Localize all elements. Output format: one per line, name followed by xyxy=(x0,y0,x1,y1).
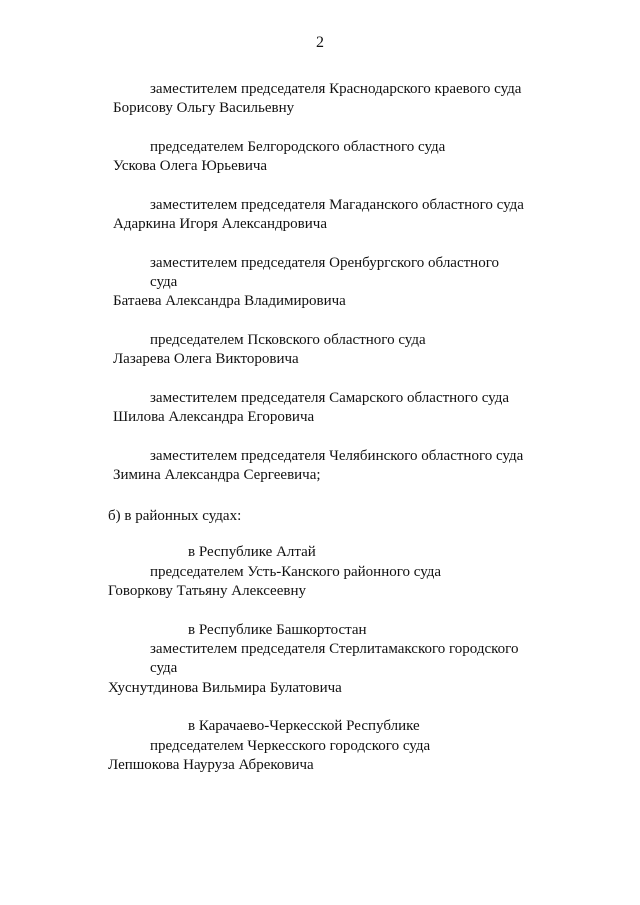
district-2-name: Хуснутдинова Вильмира Булатовича xyxy=(108,680,342,696)
district-2-position: заместителем председателя Стерлитамакского городского xyxy=(150,641,519,657)
district-3-name: Лепшокова Науруза Абрековича xyxy=(108,757,314,773)
entry-3-name: Адаркина Игоря Александровича xyxy=(113,216,327,232)
entry-4-position: заместителем председателя Оренбургского областного xyxy=(150,255,499,271)
district-2-region: в Республике Башкортостан xyxy=(188,622,367,638)
entry-4-name: Батаева Александра Владимировича xyxy=(113,293,346,309)
entry-2-position: председателем Белгородского областного суда xyxy=(150,139,446,155)
entry-7-name: Зимина Александра Сергеевича; xyxy=(113,467,321,483)
entry-3-position: заместителем председателя Магаданского областного суда xyxy=(150,197,524,213)
entry-6-position: заместителем председателя Самарского областного суда xyxy=(150,390,510,406)
entry-5-position: председателем Псковского областного суда xyxy=(150,332,426,348)
entry-2-name: Ускова Олега Юрьевича xyxy=(113,158,268,174)
district-1-name: Говоркову Татьяну Алексеевну xyxy=(108,583,306,599)
district-1-region: в Республике Алтай xyxy=(188,544,316,560)
district-1-position: председателем Усть-Канского районного суда xyxy=(150,564,442,580)
entry-5-name: Лазарева Олега Викторовича xyxy=(113,351,299,367)
entry-4-position-cont: суда xyxy=(150,274,178,290)
entry-6-name: Шилова Александра Егоровича xyxy=(113,409,315,425)
page-number: 2 xyxy=(316,34,324,51)
district-2-position-cont: суда xyxy=(150,660,178,676)
district-3-position: председателем Черкесского городского суда xyxy=(150,738,431,754)
entry-1-name: Борисову Ольгу Васильевну xyxy=(113,100,295,116)
section-b-heading: б) в районных судах: xyxy=(108,508,242,524)
entry-7-position: заместителем председателя Челябинского областного суда xyxy=(150,448,524,464)
entry-1-position: заместителем председателя Краснодарского краевого суда xyxy=(150,81,522,97)
district-3-region: в Карачаево-Черкесской Республике xyxy=(188,718,420,734)
